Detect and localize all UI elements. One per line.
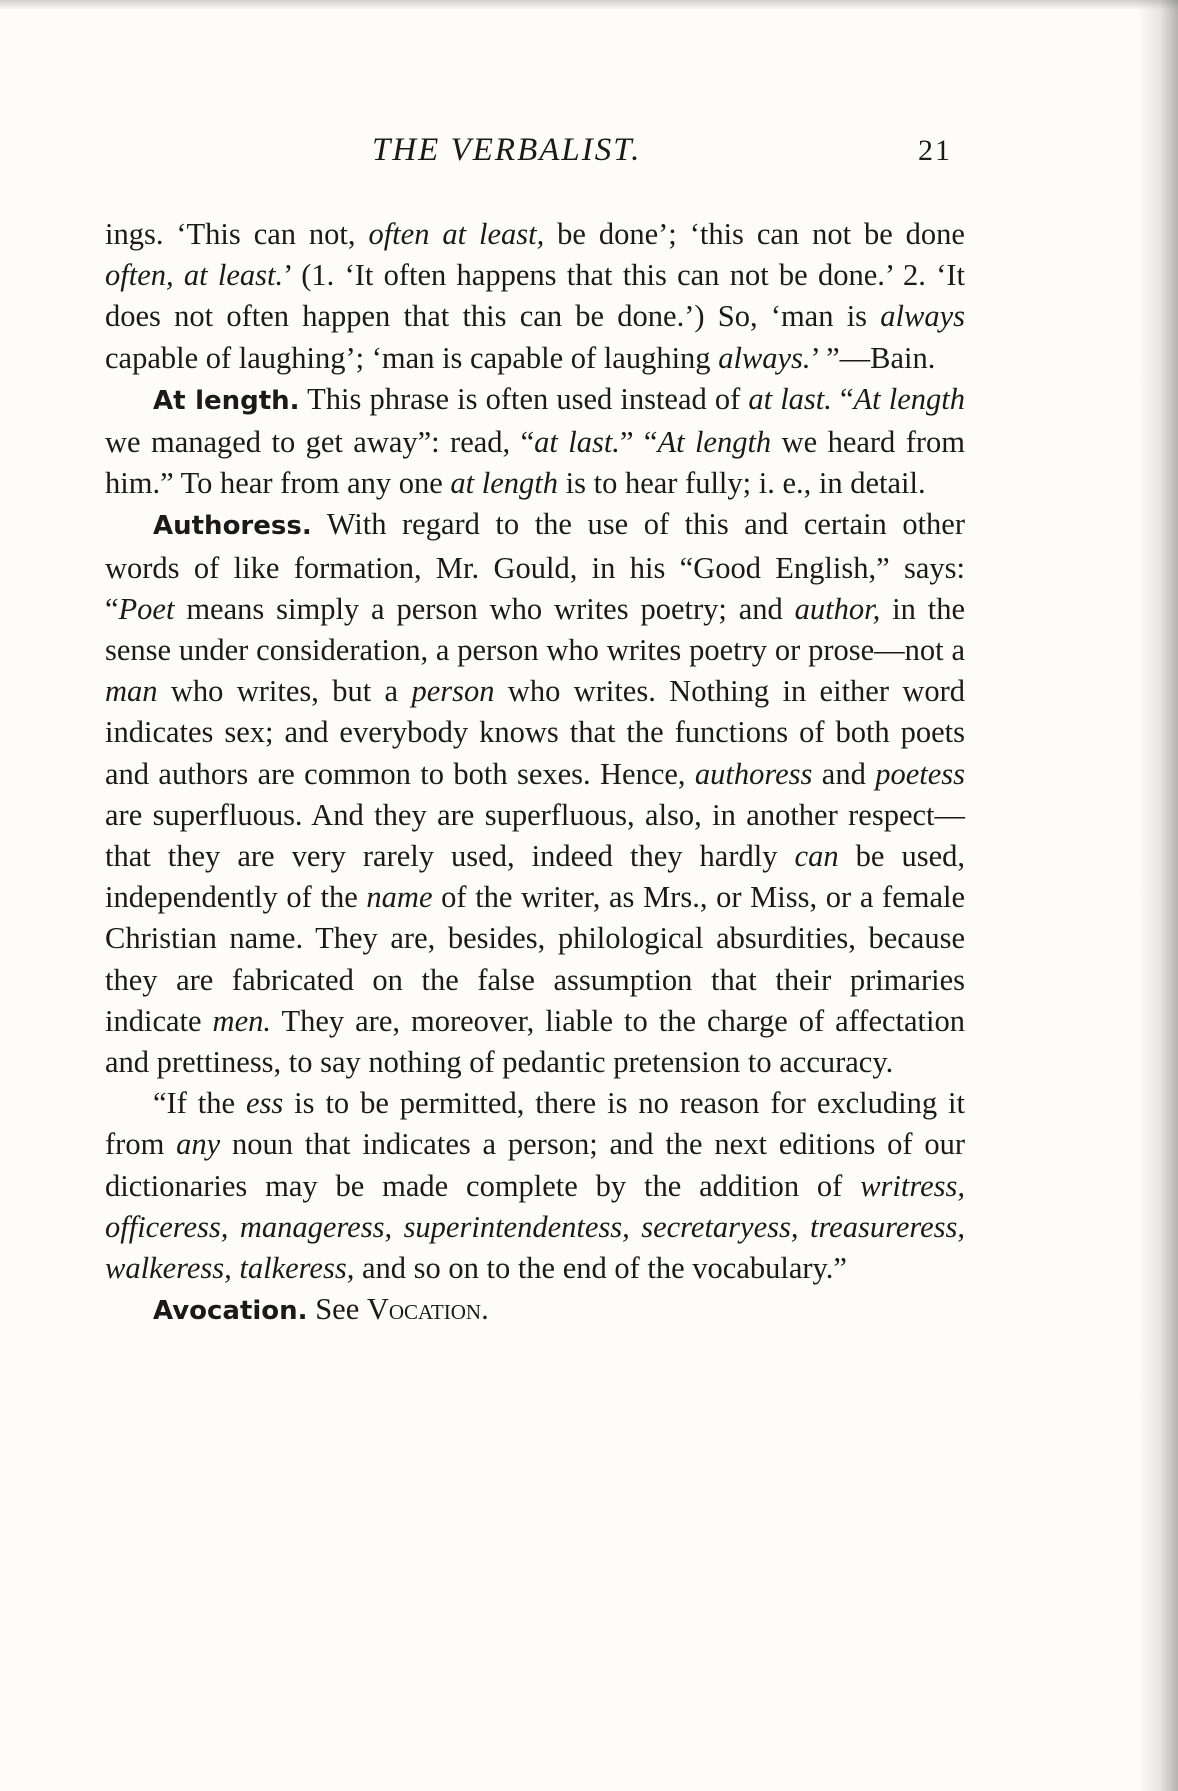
italic-text: Poet [118,591,175,626]
italic-text: poetess [875,756,965,791]
italic-text: at last. [534,425,620,460]
text-run: . [481,1292,489,1327]
entry-avocation [105,1289,965,1332]
text-run: “ [831,381,854,416]
text-run: ings. ‘This can not, [105,217,369,251]
italic-text: can [794,839,839,874]
headword: Avocation. [153,1296,308,1327]
italic-text: author, [794,591,881,626]
italic-text: At length [657,425,772,460]
running-title: THE VERBALIST. [372,132,642,168]
text-run: ’ (1. ‘It often happens that this can not be done.’ 2. ‘It does not often happen that this can be done.’) So, ‘man is [105,258,965,334]
entry-at-length [105,379,965,505]
page-number: 21 [918,134,952,167]
text-run: ’ ”—Bain. [810,340,936,375]
scan-top-shadow [0,0,1178,10]
italic-text: at length [450,466,558,501]
text-run: be done’; ‘this can not be done [544,217,965,251]
italic-text: men. [212,1003,271,1038]
italic-text: name [366,880,433,915]
italic-text: man [105,674,158,709]
text-run: noun that indicates a person; and the next editions of our dictionaries may be made complete by the addition of [105,1127,965,1203]
text-run: in the sense under consideration, a person who writes poetry or prose—not a [105,591,965,668]
text-run: capable of laughing’; ‘man is capable of laughing [105,340,719,375]
text-run: be used, independently of the [105,839,966,915]
text-run: See [307,1292,367,1327]
italic-text: at last. [748,381,832,416]
text-run: we heard from him.” To hear from any one [105,425,966,501]
running-head [0,132,1178,182]
italic-text: person [411,674,495,709]
text-run: ” “ [619,425,658,460]
entry-authoress [105,504,965,1083]
headword: Authoress. [153,511,312,542]
paragraph-ess-quote [105,1083,965,1289]
text-run: who writes. Nothing in either word indicates sex; and everybody knows that the functions of both poets and authors are common to both sexes. Hence, [105,674,966,791]
italic-text: authoress [694,756,813,791]
italic-text: always [880,299,965,334]
text-run: With regard to the use of this and certain other words of like formation, Mr. Gould, in his “Good English,” says: “ [105,507,965,626]
italic-text: any [176,1127,221,1162]
italic-text: ess [245,1086,284,1121]
text-run: of the writer, as Mrs., or Miss, or a female Christian name. They are, besides, philological absurdities, because they are fabricated on the false assumption that their primaries indicate [105,880,965,1038]
text-run: and [812,756,876,791]
italic-text: At length [853,381,965,416]
text-run: means simply a person who writes poetry; and [174,591,795,626]
paragraph-continuation [105,214,965,379]
italic-text: always. [718,340,811,375]
text-run: we managed to get away”: read, “ [105,425,535,460]
italic-text: often at least, [368,217,545,251]
italic-text: writress, officeress, manageress, superintendentess, secretaryess, treasureress, walkeress, talkeress, [105,1168,965,1286]
scan-edge-shadow [1138,0,1178,1791]
cross-reference: Vocation [366,1292,482,1327]
text-run: This phrase is often used instead of [299,381,749,416]
text-run: They are, moreover, liable to the charge of affectation and prettiness, to say nothing of pedantic pretension to accuracy. [105,1003,965,1080]
text-run: who writes, but a [157,674,412,709]
text-run: and so on to the end of the vocabulary.” [354,1251,847,1286]
text-run: are superfluous. And they are superfluous, also, in another respect—that they are very rarely used, indeed they hardly [105,797,965,874]
text-run: is to hear fully; i. e., in detail. [558,466,926,501]
text-run: “If the [153,1086,246,1121]
body-text [105,214,965,1332]
headword: At length. [153,385,300,416]
italic-text: often, at least. [105,258,284,293]
text-run: is to be permitted, there is no reason for excluding it from [105,1086,965,1162]
